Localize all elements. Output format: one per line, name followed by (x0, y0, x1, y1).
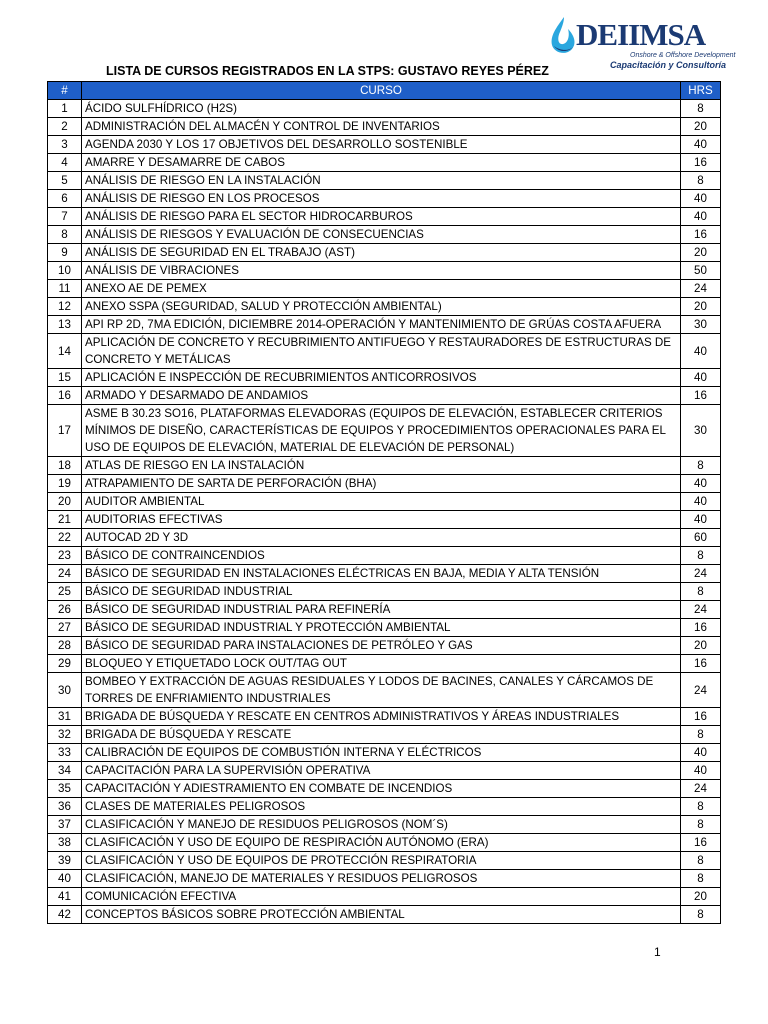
table-row (48, 457, 721, 475)
row-course: BÁSICO DE SEGURIDAD INDUSTRIAL Y PROTECCIÓN AMBIENTAL (82, 619, 681, 637)
table-row (48, 852, 721, 870)
row-hours: 24 (681, 280, 721, 298)
row-number: 19 (48, 475, 82, 493)
row-number: 11 (48, 280, 82, 298)
row-number: 21 (48, 511, 82, 529)
logo-subtitle: Capacitación y Consultoría (610, 60, 727, 70)
table-row (48, 226, 721, 244)
row-hours: 8 (681, 726, 721, 744)
row-number: 3 (48, 136, 82, 154)
table-row (48, 208, 721, 226)
row-number: 42 (48, 906, 82, 924)
row-course: CLASIFICACIÓN Y USO DE EQUIPOS DE PROTECCIÓN RESPIRATORIA (82, 852, 681, 870)
row-hours: 20 (681, 244, 721, 262)
row-number: 10 (48, 262, 82, 280)
row-hours: 40 (681, 511, 721, 529)
table-row (48, 834, 721, 852)
table-row (48, 816, 721, 834)
row-course: CAPACITACIÓN Y ADIESTRAMIENTO EN COMBATE DE INCENDIOS (82, 780, 681, 798)
row-number: 4 (48, 154, 82, 172)
row-number: 40 (48, 870, 82, 888)
table-row (48, 511, 721, 529)
row-hours: 40 (681, 493, 721, 511)
row-hours: 40 (681, 475, 721, 493)
row-hours: 40 (681, 762, 721, 780)
row-hours: 8 (681, 172, 721, 190)
header-hours: HRS (681, 82, 721, 100)
row-course: BÁSICO DE SEGURIDAD EN INSTALACIONES ELÉCTRICAS EN BAJA, MEDIA Y ALTA TENSIÓN (82, 565, 681, 583)
row-number: 2 (48, 118, 82, 136)
row-course: BÁSICO DE CONTRAINCENDIOS (82, 547, 681, 565)
row-course: ANÁLISIS DE RIESGO EN LA INSTALACIÓN (82, 172, 681, 190)
row-number: 25 (48, 583, 82, 601)
row-hours: 8 (681, 798, 721, 816)
row-course: ARMADO Y DESARMADO DE ANDAMIOS (82, 387, 681, 405)
row-hours: 40 (681, 334, 721, 369)
row-hours: 8 (681, 906, 721, 924)
row-course: AUDITORIAS EFECTIVAS (82, 511, 681, 529)
row-course: ANÁLISIS DE RIESGO EN LOS PROCESOS (82, 190, 681, 208)
logo-tagline: Onshore & Offshore Development (630, 52, 736, 59)
row-number: 27 (48, 619, 82, 637)
row-number: 35 (48, 780, 82, 798)
row-course: BRIGADA DE BÚSQUEDA Y RESCATE (82, 726, 681, 744)
row-hours: 40 (681, 208, 721, 226)
company-logo (548, 14, 736, 70)
table-row (48, 405, 721, 457)
row-number: 5 (48, 172, 82, 190)
courses-table (47, 81, 721, 924)
row-hours: 16 (681, 834, 721, 852)
row-number: 6 (48, 190, 82, 208)
row-number: 33 (48, 744, 82, 762)
row-number: 9 (48, 244, 82, 262)
row-hours: 8 (681, 852, 721, 870)
table-body (48, 100, 721, 924)
table-row (48, 529, 721, 547)
row-number: 39 (48, 852, 82, 870)
table-row (48, 583, 721, 601)
row-course: CLASIFICACIÓN, MANEJO DE MATERIALES Y RESIDUOS PELIGROSOS (82, 870, 681, 888)
row-course: AUTOCAD 2D Y 3D (82, 529, 681, 547)
row-number: 20 (48, 493, 82, 511)
header-course: CURSO (82, 82, 681, 100)
row-number: 1 (48, 100, 82, 118)
table-row (48, 154, 721, 172)
table-row (48, 298, 721, 316)
table-row (48, 280, 721, 298)
row-course: CONCEPTOS BÁSICOS SOBRE PROTECCIÓN AMBIENTAL (82, 906, 681, 924)
table-row (48, 190, 721, 208)
row-number: 7 (48, 208, 82, 226)
row-hours: 8 (681, 547, 721, 565)
row-course: ANÁLISIS DE VIBRACIONES (82, 262, 681, 280)
table-row (48, 262, 721, 280)
row-course: APLICACIÓN E INSPECCIÓN DE RECUBRIMIENTOS ANTICORROSIVOS (82, 369, 681, 387)
page-number: 1 (654, 945, 661, 959)
row-course: CLASIFICACIÓN Y USO DE EQUIPO DE RESPIRACIÓN AUTÓNOMO (ERA) (82, 834, 681, 852)
row-hours: 16 (681, 619, 721, 637)
row-hours: 20 (681, 637, 721, 655)
row-course: AUDITOR AMBIENTAL (82, 493, 681, 511)
row-number: 15 (48, 369, 82, 387)
row-hours: 16 (681, 226, 721, 244)
row-hours: 30 (681, 316, 721, 334)
row-hours: 8 (681, 100, 721, 118)
row-hours: 20 (681, 298, 721, 316)
row-hours: 40 (681, 136, 721, 154)
row-course: ANEXO SSPA (SEGURIDAD, SALUD Y PROTECCIÓN AMBIENTAL) (82, 298, 681, 316)
row-hours: 24 (681, 673, 721, 708)
row-number: 34 (48, 762, 82, 780)
row-hours: 30 (681, 405, 721, 457)
table-row (48, 493, 721, 511)
table-row (48, 601, 721, 619)
table-row (48, 726, 721, 744)
table-row (48, 744, 721, 762)
table-row (48, 118, 721, 136)
row-number: 32 (48, 726, 82, 744)
row-course: ANEXO AE DE PEMEX (82, 280, 681, 298)
row-number: 18 (48, 457, 82, 475)
row-course: CAPACITACIÓN PARA LA SUPERVISIÓN OPERATIVA (82, 762, 681, 780)
row-number: 28 (48, 637, 82, 655)
document-title: LISTA DE CURSOS REGISTRADOS EN LA STPS: GUSTAVO REYES PÉREZ (106, 64, 549, 78)
row-number: 24 (48, 565, 82, 583)
row-course: AMARRE Y DESAMARRE DE CABOS (82, 154, 681, 172)
row-number: 23 (48, 547, 82, 565)
row-number: 30 (48, 673, 82, 708)
water-drop-icon (548, 16, 578, 56)
row-hours: 24 (681, 565, 721, 583)
row-hours: 8 (681, 816, 721, 834)
row-course: ASME B 30.23 SO16, PLATAFORMAS ELEVADORAS (EQUIPOS DE ELEVACIÓN, ESTABLECER CRITERIOS MÍNIMOS DE DISEÑO, CARACTERÍSTICAS DE EQUIPOS Y PROCEDIMIENTOS OPERACIONALES PARA EL USO DE EQUIPOS DE ELEVACIÓN, MATERIAL DE ELEVACIÓN DE PERSONAL) (82, 405, 681, 457)
row-hours: 8 (681, 457, 721, 475)
row-course: CLASIFICACIÓN Y MANEJO DE RESIDUOS PELIGROSOS (NOM´S) (82, 816, 681, 834)
row-number: 22 (48, 529, 82, 547)
row-hours: 40 (681, 744, 721, 762)
row-number: 14 (48, 334, 82, 369)
table-row (48, 475, 721, 493)
table-row (48, 565, 721, 583)
table-row (48, 906, 721, 924)
row-course: CLASES DE MATERIALES PELIGROSOS (82, 798, 681, 816)
row-hours: 50 (681, 262, 721, 280)
row-hours: 60 (681, 529, 721, 547)
table-row (48, 708, 721, 726)
row-course: BÁSICO DE SEGURIDAD INDUSTRIAL (82, 583, 681, 601)
table-row (48, 369, 721, 387)
table-row (48, 547, 721, 565)
row-number: 17 (48, 405, 82, 457)
table-row (48, 870, 721, 888)
row-number: 31 (48, 708, 82, 726)
row-number: 38 (48, 834, 82, 852)
table-row (48, 762, 721, 780)
row-hours: 20 (681, 888, 721, 906)
row-course: APLICACIÓN DE CONCRETO Y RECUBRIMIENTO ANTIFUEGO Y RESTAURADORES DE ESTRUCTURAS DE CONCRETO Y METÁLICAS (82, 334, 681, 369)
row-hours: 16 (681, 387, 721, 405)
row-course: BLOQUEO Y ETIQUETADO LOCK OUT/TAG OUT (82, 655, 681, 673)
row-hours: 8 (681, 583, 721, 601)
row-course: BRIGADA DE BÚSQUEDA Y RESCATE EN CENTROS ADMINISTRATIVOS Y ÁREAS INDUSTRIALES (82, 708, 681, 726)
row-hours: 8 (681, 870, 721, 888)
logo-brand: DEIIMSA (576, 17, 706, 52)
table-row (48, 387, 721, 405)
row-hours: 40 (681, 190, 721, 208)
table-row (48, 619, 721, 637)
table-row (48, 798, 721, 816)
row-course: CALIBRACIÓN DE EQUIPOS DE COMBUSTIÓN INTERNA Y ELÉCTRICOS (82, 744, 681, 762)
row-number: 36 (48, 798, 82, 816)
table-row (48, 334, 721, 369)
row-course: ÁCIDO SULFHÍDRICO (H2S) (82, 100, 681, 118)
row-course: ATLAS DE RIESGO EN LA INSTALACIÓN (82, 457, 681, 475)
row-course: AGENDA 2030 Y LOS 17 OBJETIVOS DEL DESARROLLO SOSTENIBLE (82, 136, 681, 154)
row-hours: 20 (681, 118, 721, 136)
row-course: BÁSICO DE SEGURIDAD INDUSTRIAL PARA REFINERÍA (82, 601, 681, 619)
header-number: # (48, 82, 82, 100)
row-course: ANÁLISIS DE SEGURIDAD EN EL TRABAJO (AST) (82, 244, 681, 262)
row-course: BOMBEO Y EXTRACCIÓN DE AGUAS RESIDUALES Y LODOS DE BACINES, CANALES Y CÁRCAMOS DE TORRES DE ENFRIAMIENTO INDUSTRIALES (82, 673, 681, 708)
table-row (48, 100, 721, 118)
row-hours: 16 (681, 708, 721, 726)
row-course: BÁSICO DE SEGURIDAD PARA INSTALACIONES DE PETRÓLEO Y GAS (82, 637, 681, 655)
row-number: 37 (48, 816, 82, 834)
table-row (48, 172, 721, 190)
row-course: ADMINISTRACIÓN DEL ALMACÉN Y CONTROL DE INVENTARIOS (82, 118, 681, 136)
table-row (48, 673, 721, 708)
row-number: 12 (48, 298, 82, 316)
row-course: ANÁLISIS DE RIESGO PARA EL SECTOR HIDROCARBUROS (82, 208, 681, 226)
row-hours: 40 (681, 369, 721, 387)
row-hours: 24 (681, 601, 721, 619)
row-number: 8 (48, 226, 82, 244)
table-row (48, 637, 721, 655)
row-course: ANÁLISIS DE RIESGOS Y EVALUACIÓN DE CONSECUENCIAS (82, 226, 681, 244)
row-number: 41 (48, 888, 82, 906)
row-number: 29 (48, 655, 82, 673)
table-row (48, 655, 721, 673)
row-course: COMUNICACIÓN EFECTIVA (82, 888, 681, 906)
row-hours: 16 (681, 154, 721, 172)
row-hours: 16 (681, 655, 721, 673)
table-row (48, 888, 721, 906)
table-row (48, 316, 721, 334)
row-number: 13 (48, 316, 82, 334)
row-course: API RP 2D, 7MA EDICIÓN, DICIEMBRE 2014-OPERACIÓN Y MANTENIMIENTO DE GRÚAS COSTA AFUERA (82, 316, 681, 334)
table-header-row (48, 82, 721, 100)
table-row (48, 136, 721, 154)
row-hours: 24 (681, 780, 721, 798)
row-number: 16 (48, 387, 82, 405)
row-course: ATRAPAMIENTO DE SARTA DE PERFORACIÓN (BHA) (82, 475, 681, 493)
table-row (48, 780, 721, 798)
table-row (48, 244, 721, 262)
row-number: 26 (48, 601, 82, 619)
